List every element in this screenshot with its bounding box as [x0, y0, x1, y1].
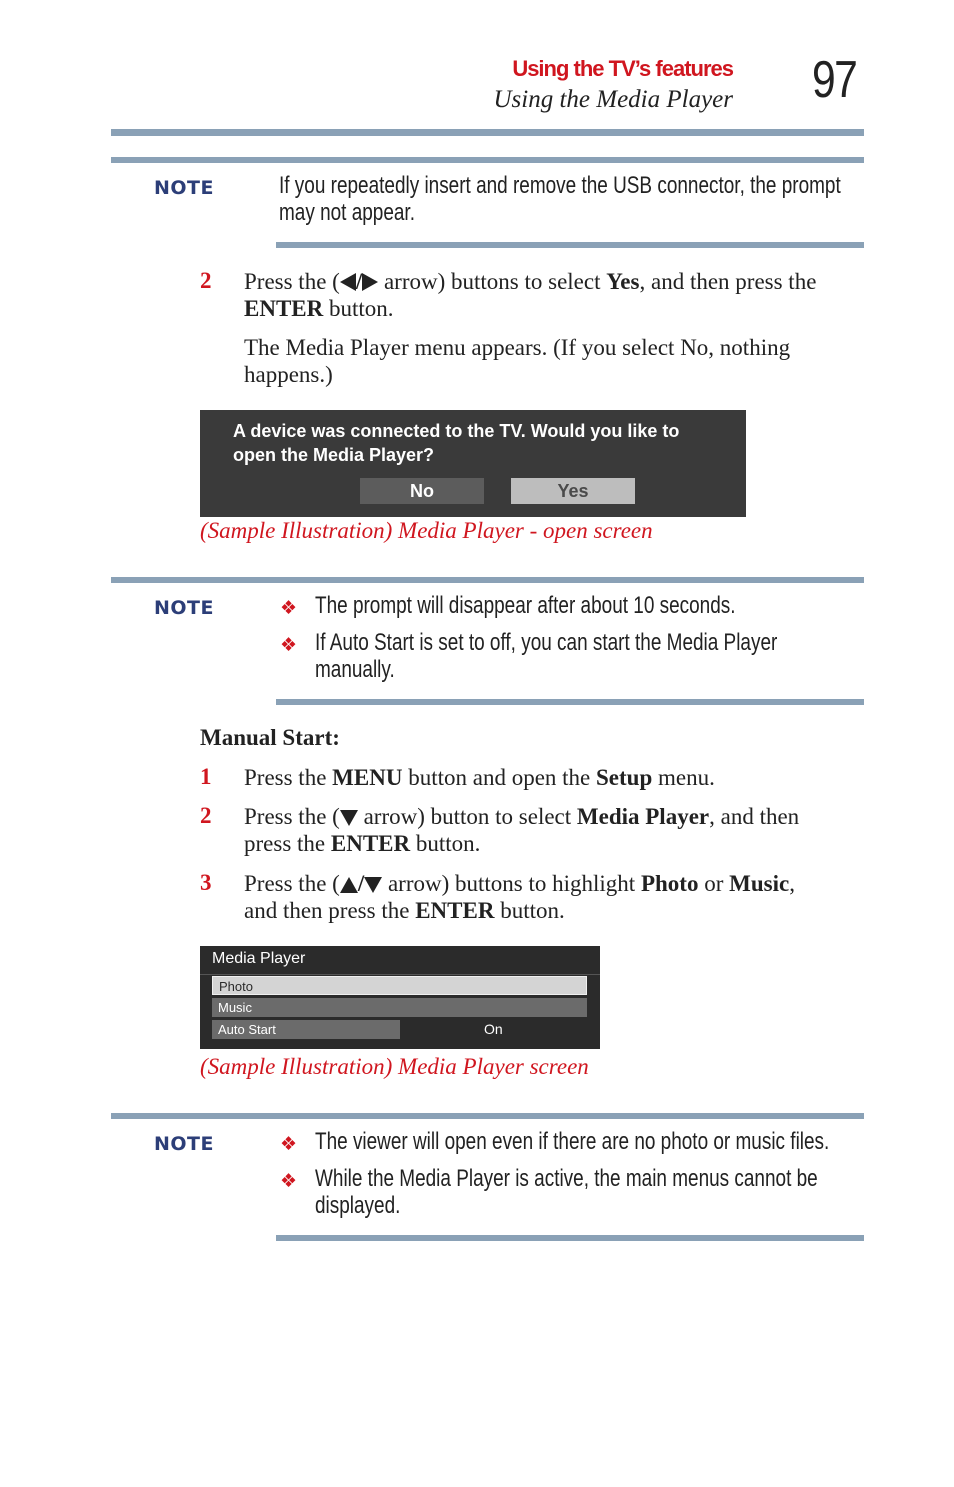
- bullet-icon: ❖: [280, 634, 298, 656]
- note-bottom-rule: [276, 242, 864, 248]
- figure-caption: (Sample Illustration) Media Player screen: [200, 1054, 589, 1079]
- step-text: Press the ( arrow) button to select Media Player, and then press the ENTER button.: [244, 804, 800, 856]
- step-text: Press the ( / arrow) buttons to select Yes, and then press the ENTER button.: [244, 269, 817, 321]
- menu-item-music: Music: [212, 998, 587, 1017]
- auto-start-value: On: [484, 1021, 503, 1037]
- bullet-icon: ❖: [280, 1133, 298, 1155]
- up-arrow-icon: [340, 877, 358, 893]
- header-rule: [111, 129, 864, 136]
- subsection-title: Using the Media Player: [493, 86, 733, 113]
- section-heading: Manual Start:: [200, 725, 340, 750]
- note-top-rule: [111, 1113, 864, 1119]
- prompt-message: A device was connected to the TV. Would you like to open the Media Player?: [233, 421, 680, 465]
- menu-divider: [200, 974, 600, 975]
- bullet-icon: ❖: [280, 1170, 298, 1192]
- note-label: NOTE: [154, 1133, 214, 1155]
- yes-button: Yes: [511, 478, 635, 504]
- note-bottom-rule: [276, 699, 864, 705]
- note-text-line: manually.: [315, 656, 395, 683]
- note-text-line: If you repeatedly insert and remove the USB connector, the prompt: [279, 172, 841, 199]
- section-title: Using the TV’s features: [512, 56, 733, 81]
- menu-item-auto-start: Auto Start: [212, 1020, 400, 1039]
- step-text: Press the MENU button and open the Setup menu.: [244, 765, 715, 790]
- no-button: No: [360, 478, 484, 504]
- down-arrow-icon: [340, 810, 358, 826]
- step-number: 1: [200, 764, 212, 789]
- bullet-icon: ❖: [280, 597, 298, 619]
- note-bottom-rule: [276, 1235, 864, 1241]
- note-text-line: While the Media Player is active, the main menus cannot be: [315, 1165, 818, 1192]
- step-result: The Media Player menu appears. (If you select No, nothing happens.): [244, 335, 791, 387]
- down-arrow-icon: [364, 877, 382, 893]
- page-number: 97: [812, 51, 857, 109]
- step-number: 2: [200, 268, 212, 293]
- menu-item-photo: Photo: [212, 976, 587, 995]
- note-text-line: displayed.: [315, 1192, 401, 1219]
- note-label: NOTE: [154, 177, 214, 199]
- right-arrow-icon: [362, 273, 378, 291]
- note-text-line: The prompt will disappear after about 10 seconds.: [315, 592, 736, 619]
- note-top-rule: [111, 577, 864, 583]
- figure-caption: (Sample Illustration) Media Player - open screen: [200, 518, 653, 543]
- step-number: 3: [200, 870, 212, 895]
- step-text: Press the ( / arrow) buttons to highlight Photo or Music, and then press the ENTER button.: [244, 871, 795, 923]
- note-text-line: The viewer will open even if there are no photo or music files.: [315, 1128, 830, 1155]
- left-arrow-icon: [340, 273, 356, 291]
- note-top-rule: [111, 157, 864, 163]
- step-number: 2: [200, 803, 212, 828]
- note-text-line: If Auto Start is set to off, you can start the Media Player: [315, 629, 778, 656]
- note-label: NOTE: [154, 597, 214, 619]
- note-text-line: may not appear.: [279, 199, 415, 226]
- menu-title: Media Player: [212, 950, 306, 967]
